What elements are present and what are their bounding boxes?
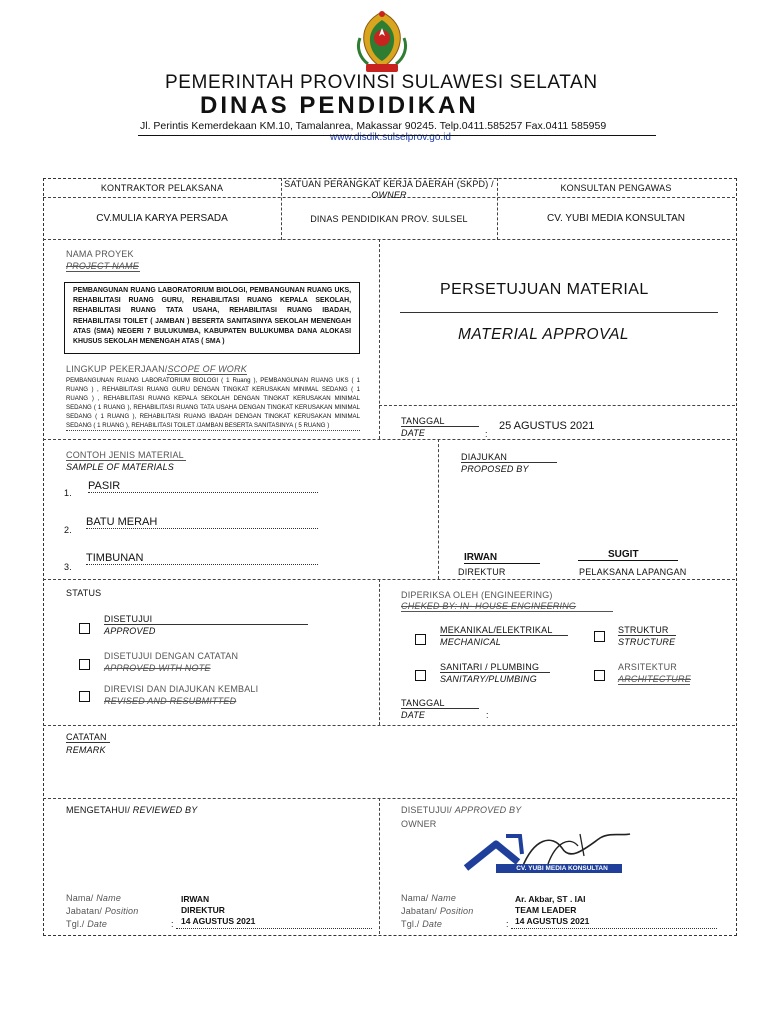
status-option-approved[interactable] <box>76 612 310 638</box>
divider <box>379 405 735 406</box>
reviewer-colon: : <box>171 919 174 929</box>
date-label-en: Date <box>87 919 108 929</box>
status-option-label: DISETUJUI DENGAN CATATAN <box>104 651 239 661</box>
status-option-label-en: REVISED AND RESUBMITTED <box>104 696 237 706</box>
consultant-value: CV. YUBI MEDIA KONSULTAN <box>546 213 685 224</box>
discipline-label-en: MECHANICAL <box>440 637 502 647</box>
consultant-label: KONSULTAN PENGAWAS <box>560 183 672 193</box>
approver-date: 14 AGUSTUS 2021 <box>515 916 590 926</box>
engineering-label-en: CHEKED BY: IN- HOUSE ENGINEERING <box>401 601 613 612</box>
date-value: 25 AGUSTUS 2021 <box>499 420 595 432</box>
approver-name: Ar. Akbar, ST . IAI <box>515 894 586 904</box>
checkbox[interactable] <box>79 659 90 670</box>
divider <box>43 579 735 580</box>
reviewer-date-label <box>66 919 107 929</box>
divider <box>379 239 380 439</box>
consultant-stamp <box>460 828 640 884</box>
position-label: Jabatan/ <box>401 906 438 916</box>
status-option-label-en: APPROVED WITH NOTE <box>104 663 211 673</box>
material-item <box>64 480 320 496</box>
date-label: Tgl./ <box>401 919 420 929</box>
date-label: TANGGAL <box>401 416 479 427</box>
reviewer-dotted-line <box>176 928 372 929</box>
approver-colon: : <box>506 919 509 929</box>
material-number: 1. <box>64 488 72 498</box>
discipline-label: SANITARI / PLUMBING <box>440 662 550 673</box>
status-label: STATUS <box>66 588 102 598</box>
materials-label-en: SAMPLE OF MATERIALS <box>66 462 174 472</box>
proposer-1-name: IRWAN <box>464 552 540 564</box>
discipline-sanitary[interactable] <box>412 661 592 685</box>
provincial-emblem-icon <box>350 8 414 76</box>
checkbox[interactable] <box>415 634 426 645</box>
skpd-owner-label: OWNER <box>371 190 407 200</box>
project-name-text: PEMBANGUNAN RUANG LABORATORIUM BIOLOGI, PEMBANGUNAN RUANG UKS, REHABILITASI RUANG GURU, REHABILITASI RUANG KEPALA SEKOLAH, REHABILITASI RUANG TATA USAHA, REHABILITASI RUANG IBADAH, REHABILITASI TOILET ( JAMBAN ) BESERTA SANITASINYA SEKOLAH MENENGAH ATAS (SMA) NEGERI 7 BULUKUMBA, KABUPATEN BULUKUMBA DANA ALOKASI KHUSUS SEKOLAH MENENGAH ATAS ( SMA ) <box>73 287 351 346</box>
agency-website-link[interactable]: www.disdik.sulselprov.go.id <box>330 132 451 143</box>
discipline-label-en: ARCHITECTURE <box>618 674 691 684</box>
discipline-structure[interactable] <box>592 624 712 648</box>
checkbox[interactable] <box>79 691 90 702</box>
checkbox[interactable] <box>594 631 605 642</box>
scope-label-en: SCOPE OF WORK <box>167 364 247 374</box>
reviewer-position-label <box>66 906 138 916</box>
name-label: Nama/ <box>401 893 429 903</box>
proposed-label: DIAJUKAN <box>461 452 557 463</box>
reviewed-label-en: REVIEWED BY <box>132 805 198 815</box>
materials-label: CONTOH JENIS MATERIAL <box>66 450 186 461</box>
name-label: Nama/ <box>66 893 94 903</box>
discipline-label-en: STRUCTURE <box>618 637 676 647</box>
proposed-label-en: PROPOSED BY <box>461 464 529 474</box>
discipline-label-en: SANITARY/PLUMBING <box>440 674 537 684</box>
remark-label: CATATAN <box>66 732 110 743</box>
letterhead-divider <box>138 135 656 136</box>
proposer-2-name: SUGIT <box>578 549 678 561</box>
reviewer-position: DIREKTUR <box>181 905 225 915</box>
divider <box>43 239 735 240</box>
form-title-divider <box>400 312 718 313</box>
material-item <box>64 552 320 572</box>
approver-date-label <box>401 919 442 929</box>
date-label-en: Date <box>422 919 443 929</box>
engineering-label: DIPERIKSA OLEH (ENGINEERING) <box>401 590 553 600</box>
agency-name: DINAS PENDIDIKAN <box>200 92 479 119</box>
date-colon: : <box>485 429 488 439</box>
stamp-text: CV. YUBI MEDIA KONSULTAN <box>516 865 608 872</box>
reviewed-label-text: MENGETAHUI/ <box>66 805 131 815</box>
approver-name-label <box>401 893 456 903</box>
project-name-label: NAMA PROYEK <box>66 249 134 259</box>
engineering-date-label: TANGGAL <box>401 698 479 709</box>
scope-label-text: LINGKUP PEKERJAAN/ <box>66 364 168 374</box>
checkbox[interactable] <box>594 670 605 681</box>
date-label-en: DATE <box>401 428 426 438</box>
divider <box>379 579 380 725</box>
letterhead <box>140 8 660 143</box>
agency-address: Jl. Perintis Kemerdekaan KM.10, Tamalanrea, Makassar 90245. Telp.0411.585257 Fax.0411 585959 <box>140 120 607 132</box>
divider <box>438 439 439 579</box>
status-option-label: DIREVISI DAN DIAJUKAN KEMBALI <box>104 684 259 694</box>
status-option-label-en: APPROVED <box>104 626 156 636</box>
position-label-en: Position <box>104 906 139 916</box>
position-label: Jabatan/ <box>66 906 103 916</box>
name-label-en: Name <box>431 893 457 903</box>
reviewer-date: 14 AGUSTUS 2021 <box>181 916 256 926</box>
approver-position: TEAM LEADER <box>515 905 577 915</box>
approver-position-label <box>401 906 473 916</box>
owner-label: OWNER <box>401 819 437 829</box>
contractor-label: KONTRAKTOR PELAKSANA <box>100 183 224 193</box>
remark-label-en: REMARK <box>66 745 106 755</box>
government-name: PEMERINTAH PROVINSI SULAWESI SELATAN <box>165 72 598 93</box>
approved-label-en: APPROVED BY <box>454 805 522 815</box>
form-subtitle: MATERIAL APPROVAL <box>458 326 630 343</box>
form-title: PERSETUJUAN MATERIAL <box>440 281 649 298</box>
discipline-label: MEKANIKAL/ELEKTRIKAL <box>440 625 568 636</box>
material-name: TIMBUNAN <box>86 552 318 565</box>
approved-label-text: DISETUJUI/ <box>401 805 453 815</box>
reviewed-label <box>66 805 197 815</box>
project-name-label-en: PROJECT NAME <box>66 261 139 271</box>
material-number: 3. <box>64 562 72 572</box>
name-label-en: Name <box>96 893 122 903</box>
skpd-label-text: SATUAN PERANGKAT KERJA DAERAH (SKPD) / <box>284 179 494 189</box>
divider <box>43 798 735 799</box>
engineering-date-colon: : <box>486 710 489 720</box>
contractor-value: CV.MULIA KARYA PERSADA <box>96 213 228 224</box>
reviewer-name-label <box>66 893 121 903</box>
discipline-label: STRUKTUR <box>618 625 676 636</box>
divider <box>43 725 735 726</box>
scope-label <box>66 364 247 374</box>
skpd-value: DINAS PENDIDIKAN PROV. SULSEL <box>310 214 468 224</box>
approved-label <box>401 805 521 815</box>
discipline-architecture[interactable] <box>592 661 712 685</box>
material-name: BATU MERAH <box>86 516 318 529</box>
reviewer-name: IRWAN <box>181 894 210 904</box>
status-option-label: DISETUJUI <box>104 614 308 625</box>
material-item <box>64 516 320 535</box>
date-label: Tgl./ <box>66 919 85 929</box>
proposer-2-role: PELAKSANA LAPANGAN <box>579 567 687 577</box>
divider <box>43 439 735 440</box>
skpd-label <box>281 179 497 201</box>
status-option-approved-with-note[interactable] <box>76 649 310 675</box>
checkbox[interactable] <box>79 623 90 634</box>
discipline-mechanical[interactable] <box>412 624 592 648</box>
position-label-en: Position <box>439 906 474 916</box>
proposer-1-role: DIREKTUR <box>458 567 506 577</box>
stamp-logo-icon <box>460 828 640 884</box>
approver-dotted-line <box>511 928 717 929</box>
project-name-box <box>64 282 360 354</box>
status-option-revised[interactable] <box>76 684 310 710</box>
checkbox[interactable] <box>415 670 426 681</box>
material-name: PASIR <box>88 480 318 493</box>
engineering-date-label-en: DATE <box>401 710 426 720</box>
material-number: 2. <box>64 525 72 535</box>
scope-text: PEMBANGUNAN RUANG LABORATORIUM BIOLOGI ( 1 Ruang ), PEMBANGUNAN RUANG UKS ( 1 RUANG ) , REHABILITASI RUANG GURU DENGAN TINGKAT KERUSAKAN MINIMAL SEDANG ( 1 RUANG ) , REHABILITASI RUANG KEPALA SEKOLAH DENGAN TINGKAT KERUSAKAN MINIMAL SEDANG ( 1 RUANG ), REHABILITASI RUANG TATA USAHA DENGAN TINGKAT KERUSAKAN MINIMAL SEDANG ( 1 RUANG ), REHABILITASI RUANG IBADAH DENGAN TINGKAT KERUSAKAN MINIMAL SEDANG ( 1 RUANG ), REHABILITASI TOILET /JAMBAN BESERTA SANITASINYA ( 5 RUANG ) <box>66 377 360 429</box>
discipline-label: ARSITEKTUR <box>618 662 678 672</box>
divider <box>379 798 380 934</box>
